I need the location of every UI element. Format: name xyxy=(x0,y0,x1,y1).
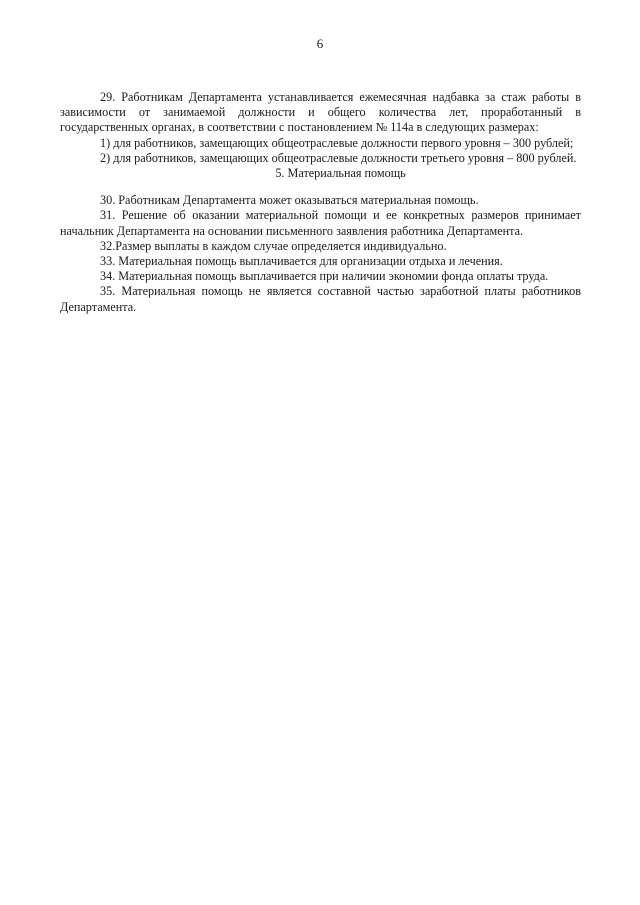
paragraph-29: 29. Работникам Департамента устанавливается ежемесячная надбавка за стаж работы в зависимости от занимаемой должности и общего количества лет, проработанный в государственных органах, в соответствии с постановлением № 114а в следующих размерах: xyxy=(60,90,581,135)
list-item-third-level: 2) для работников, замещающих общеотраслевые должности третьего уровня – 800 рублей. xyxy=(100,150,577,165)
heading-spacer xyxy=(60,181,581,193)
paragraph-34: 34. Материальная помощь выплачивается при наличии экономии фонда оплаты труда. xyxy=(100,269,549,284)
paragraph-31: 31. Решение об оказании материальной помощи и ее конкретных размеров принимает начальник Департамента на основании письменного заявления работника Департамента. xyxy=(60,208,581,238)
paragraph-30: 30. Работникам Департамента может оказываться материальная помощь. xyxy=(100,193,479,208)
section-heading: 5. Материальная помощь xyxy=(275,166,406,181)
paragraph-32: 32.Размер выплаты в каждом случае определяется индивидуально. xyxy=(100,238,447,253)
paragraph-33: 33. Материальная помощь выплачивается для организации отдыха и лечения. xyxy=(100,254,503,269)
document-body xyxy=(60,90,581,315)
list-item-first-level: 1) для работников, замещающих общеотраслевые должности первого уровня – 300 рублей; xyxy=(100,135,574,150)
page-number: 6 xyxy=(316,36,324,51)
paragraph-35: 35. Материальная помощь не является составной частью заработной платы работников Департамента. xyxy=(60,284,581,314)
